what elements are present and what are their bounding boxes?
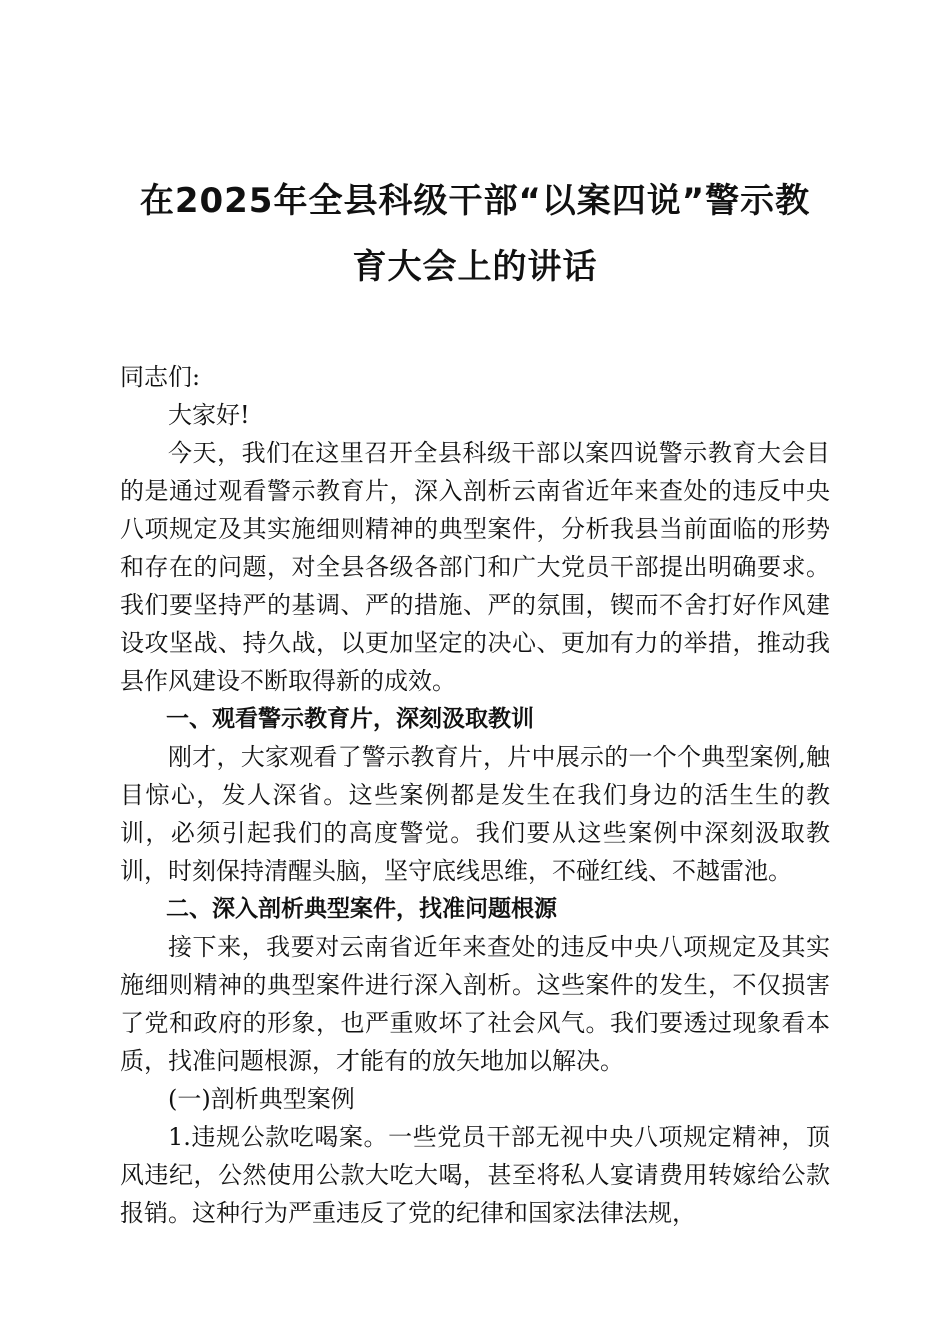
title-line-2: 育大会上的讲话: [352, 247, 598, 287]
section-2-paragraph: 接下来，我要对云南省近年来查处的违反中央八项规定及其实施细则精神的典型案件进行深入剖析。这些案件的发生，不仅损害了党和政府的形象，也严重败坏了社会风气。我们要透过现象看本质，找准问题根源，才能有的放矢地加以解决。: [120, 933, 830, 1075]
item-1-paragraph: 1.违规公款吃喝案。一些党员干部无视中央八项规定精神，顶风违纪，公然使用公款大吃大喝，甚至将私人宴请费用转嫁给公款报销。这种行为严重违反了党的纪律和国家法律法规，: [120, 1123, 830, 1227]
section-1-heading: 一、观看警示教育片，深刻汲取教训: [166, 706, 534, 732]
document-body: [120, 358, 830, 1232]
document-title: [100, 168, 850, 300]
salutation: 同志们:: [120, 363, 201, 391]
intro-paragraph: 今天，我们在这里召开全县科级干部以案四说警示教育大会目的是通过观看警示教育片，深入剖析云南省近年来查处的违反中央八项规定及其实施细则精神的典型案件，分析我县当前面临的形势和存在的问题，对全县各级各部门和广大党员干部提出明确要求。我们要坚持严的基调、严的措施、严的氛围，锲而不舍打好作风建设攻坚战、持久战，以更加坚定的决心、更加有力的举措，推动我县作风建设不断取得新的成效。: [120, 439, 830, 695]
subsection-1-heading: (一)剖析典型案例: [168, 1085, 355, 1113]
section-2-heading: 二、深入剖析典型案件，找准问题根源: [166, 896, 557, 922]
title-line-1: 在2025年全县科级干部“以案四说”警示教: [139, 181, 811, 221]
greeting: 大家好!: [168, 401, 250, 429]
section-1-paragraph: 刚才，大家观看了警示教育片，片中展示的一个个典型案例,触目惊心，发人深省。这些案例都是发生在我们身边的活生生的教训，必须引起我们的高度警觉。我们要从这些案例中深刻汲取教训，时刻保持清醒头脑，坚守底线思维，不碰红线、不越雷池。: [120, 743, 830, 885]
